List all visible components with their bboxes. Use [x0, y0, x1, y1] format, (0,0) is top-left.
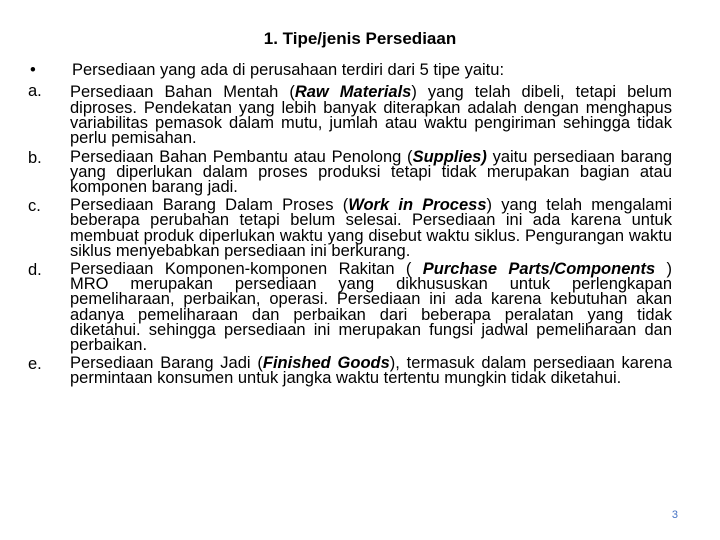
item-term: Purchase Parts/Components: [422, 260, 656, 279]
item-text: [70, 260, 672, 353]
slide-title: 1. Tipe/jenis Persediaan: [263, 29, 457, 48]
item-text-before: Persediaan Barang Dalam Proses (: [70, 196, 349, 215]
list-item-c: [28, 196, 672, 259]
item-text: [70, 148, 672, 196]
bullet-marker: •: [30, 61, 36, 79]
content-body: [28, 60, 672, 387]
intro-text: Persediaan yang ada di perusahaan terdiri dari 5 tipe yaitu:: [72, 61, 505, 79]
item-text: [70, 81, 672, 147]
item-text-before: Persediaan Komponen-komponen Rakitan (: [70, 260, 423, 279]
item-text-after: yaitu persediaan barang yang diperlukan dalam proses produksi tetapi tidak merupakan bagian atau komponen barang jadi.: [70, 147, 672, 197]
item-text: [70, 354, 672, 386]
item-text-before: Persediaan Bahan Mentah (: [70, 83, 295, 101]
list-item-b: [28, 148, 672, 196]
item-term: Supplies): [412, 147, 487, 166]
item-marker: b.: [28, 148, 42, 167]
item-marker: d.: [28, 261, 42, 280]
list-item-d: [28, 260, 672, 353]
item-text-after: ) yang telah mengalami beberapa perubahan tetapi belum selesai. Persediaan ini ada karena untuk membuat produk diperlukan waktu yang disebut waktu siklus. Pengurangan waktu siklus menyebabkan persediaan ini berkurang.: [70, 196, 673, 260]
item-text-before: Persediaan Bahan Pembantu atau Penolong (: [70, 147, 413, 166]
item-text-after: ) yang telah dibeli, tetapi belum diproses. Pendekatan yang lebih banyak diterapkan adalah dengan menghapus variabilitas pemasok dalam mutu, jumlah atau waktu pengiriman sehingga tidak perlu pemisahan.: [70, 83, 673, 148]
item-text-before: Persediaan Barang Jadi (: [70, 354, 263, 373]
list-item-e: [28, 354, 672, 386]
list-item-a: [28, 81, 672, 147]
item-term: Finished Goods: [262, 354, 390, 373]
item-marker: c.: [28, 197, 41, 216]
item-marker: a.: [28, 82, 42, 100]
item-term: Work in Process: [348, 196, 487, 215]
page-number: 3: [671, 509, 678, 521]
item-text-after: ) MRO merupakan persediaan yang dikhususkan untuk perlengkapan pemeliharaan, perbaikan, operasi. Persediaan ini ada karena kebutuhan akan adanya pemeliharaan dan perbaikan dari beberapa peralatan yang tidak diketahui. sehingga persediaan ini merupakan fungsi jadwal pemeliharaan dan perbaikan.: [70, 260, 672, 355]
item-text: [70, 196, 672, 259]
item-term: Raw Materials: [294, 83, 412, 101]
item-marker: e.: [28, 355, 42, 374]
intro-bullet: [28, 60, 672, 80]
item-text-after: ), termasuk dalam persediaan karena permintaan konsumen untuk jangka waktu tertentu mungkin tidak diketahui.: [70, 354, 673, 388]
